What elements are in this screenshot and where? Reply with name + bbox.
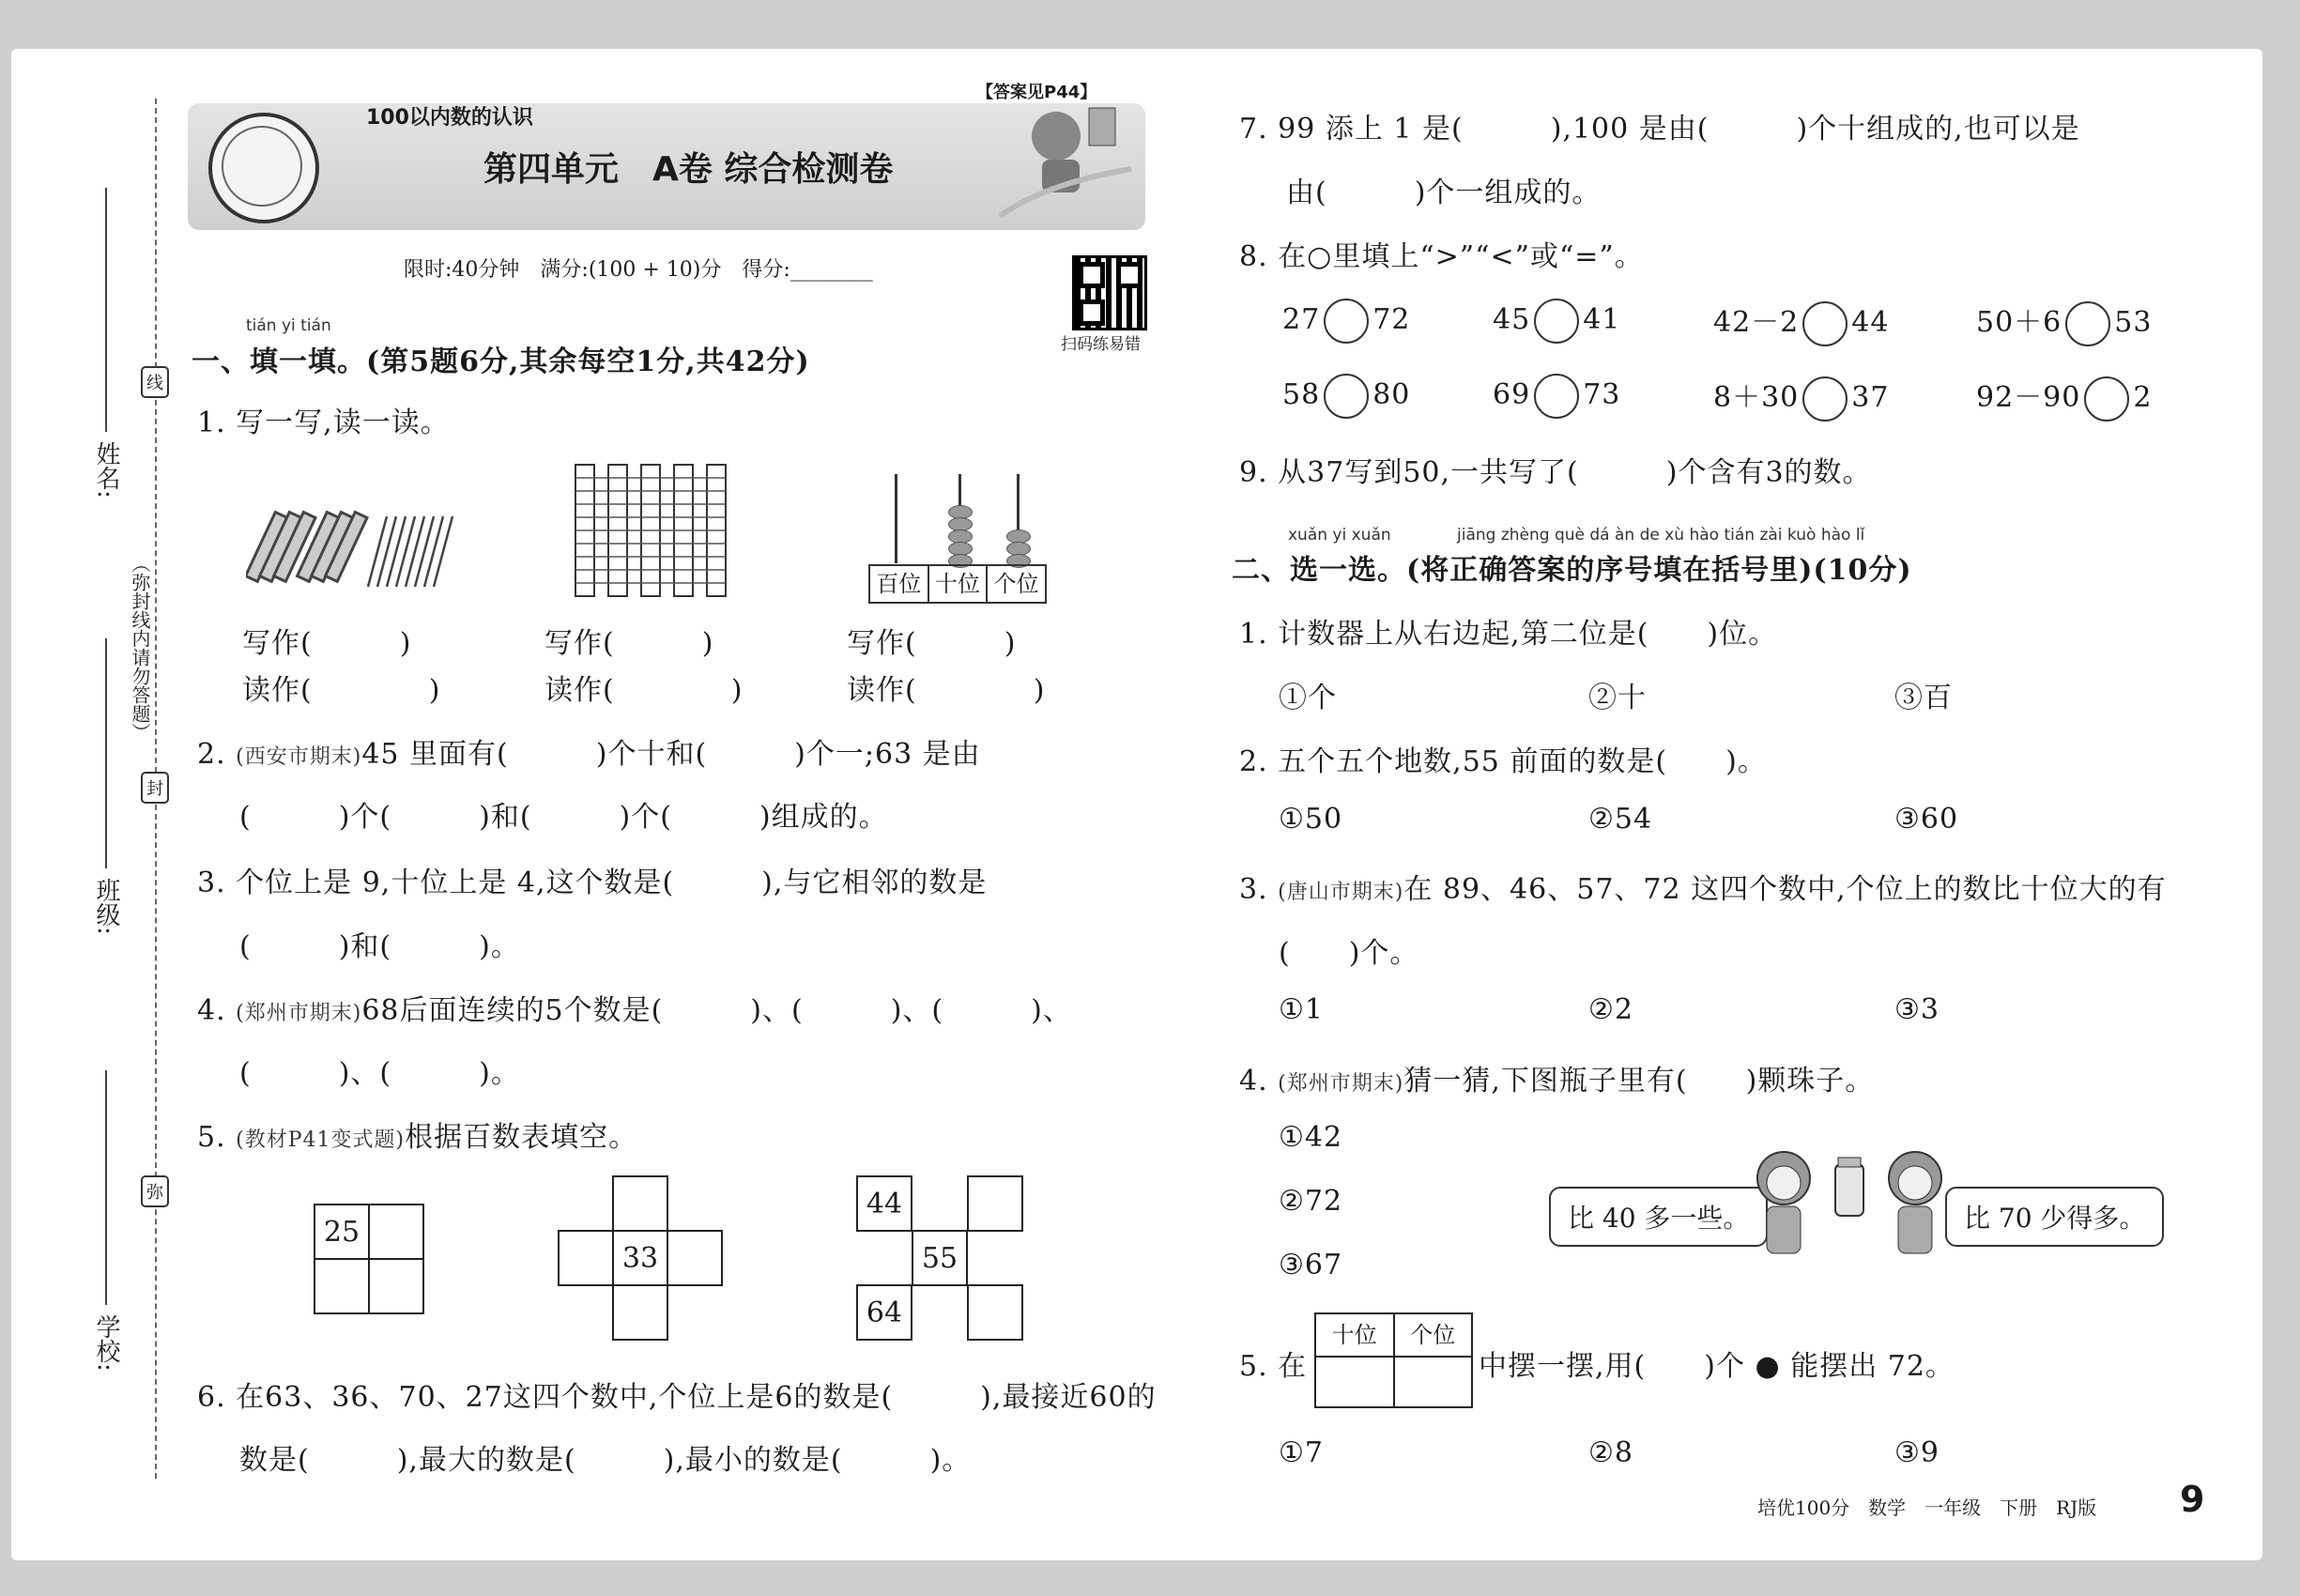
speech-bubble-left: 比 40 多一些。 bbox=[1549, 1187, 1768, 1247]
q4-source-tag: (郑州市期末) bbox=[236, 1002, 362, 1025]
speech-bubble-right: 比 70 少得多。 bbox=[1945, 1187, 2164, 1247]
exam-meta: 限时:40分钟 满分:(100 + 10)分 得分:________ bbox=[404, 258, 873, 282]
compare-circle bbox=[1534, 299, 1579, 344]
q7-line2: 由( )个一组成的。 bbox=[1286, 176, 1602, 209]
s2-q1-option[interactable]: ③百 bbox=[1894, 682, 1953, 714]
abacus-base bbox=[868, 564, 1047, 604]
write-blank-2[interactable]: 写作( ) bbox=[544, 627, 714, 660]
grid1-cell-25: 25 bbox=[314, 1204, 370, 1260]
q5-line: 5. (教材P41变式题)根据百数表填空。 bbox=[197, 1121, 638, 1154]
grid3-cell[interactable] bbox=[967, 1284, 1023, 1341]
class-underline bbox=[105, 638, 107, 868]
compare-circle bbox=[1324, 299, 1369, 344]
s2-q2-text: 2. 五个五个地数,55 前面的数是( )。 bbox=[1239, 745, 1767, 778]
q3-line1: 3. 个位上是 9,十位上是 4,这个数是( ),与它相邻的数是 bbox=[197, 867, 988, 899]
school-label: 学校: bbox=[92, 1314, 120, 1372]
write-blank-3[interactable]: 写作( ) bbox=[847, 627, 1017, 660]
grid1-cell[interactable] bbox=[368, 1258, 424, 1314]
comparison-item[interactable]: 92－90 2 bbox=[1976, 374, 2152, 422]
seal-mark: 封 bbox=[141, 772, 169, 804]
q2-text-a: 45 里面有( )个十和( )个一;63 是由 bbox=[361, 738, 981, 771]
s2-q1-text: 1. 计数器上从右边起,第二位是( )位。 bbox=[1239, 618, 1778, 651]
q2-source-tag: (西安市期末) bbox=[236, 745, 362, 769]
logo-inner-ring bbox=[222, 126, 302, 207]
s2-q1-option[interactable]: ①个 bbox=[1279, 682, 1337, 714]
qr-code[interactable] bbox=[1072, 255, 1147, 330]
q6-line1: 6. 在63、36、70、27这四个数中,个位上是6的数是( ),最接近60的 bbox=[197, 1381, 1157, 1414]
s2-q4-line: 4. (郑州市期末)猜一猜,下图瓶子里有( )颗珠子。 bbox=[1239, 1065, 1875, 1097]
grid1-cell[interactable] bbox=[314, 1258, 370, 1314]
write-blank-1[interactable]: 写作( ) bbox=[242, 627, 412, 660]
s2-q3-option[interactable]: ①1 bbox=[1279, 993, 1324, 1026]
page-number: 9 bbox=[2180, 1479, 2205, 1520]
section1-pinyin: tián yi tián bbox=[246, 316, 331, 335]
s2-q4-option[interactable]: ①42 bbox=[1279, 1121, 1343, 1154]
s2-q2-option[interactable]: ②54 bbox=[1588, 803, 1653, 836]
grid3-cell[interactable] bbox=[967, 1175, 1023, 1232]
mascot-illustration bbox=[990, 94, 1141, 225]
abacus-label-tens: 十位 bbox=[929, 566, 989, 602]
compare-circle bbox=[1534, 374, 1579, 419]
s2-q3-option[interactable]: ③3 bbox=[1894, 993, 1940, 1026]
section2-heading: 二、选一选。(将正确答案的序号填在括号里)(10分) bbox=[1232, 554, 1912, 587]
comparison-item[interactable]: 69 73 bbox=[1493, 374, 1620, 419]
school-underline bbox=[105, 1070, 107, 1305]
grid3-cell-44: 44 bbox=[856, 1175, 912, 1232]
grid2-cell[interactable] bbox=[612, 1284, 668, 1341]
name-label: 姓名: bbox=[92, 441, 120, 499]
abacus-label-ones: 个位 bbox=[993, 571, 1039, 597]
comparison-item[interactable]: 50＋6 53 bbox=[1976, 299, 2152, 346]
abacus-label-hundreds: 百位 bbox=[870, 566, 929, 602]
comparison-item[interactable]: 42－2 44 bbox=[1713, 299, 1889, 346]
s2-q5-option[interactable]: ②8 bbox=[1588, 1436, 1633, 1469]
s2-q2-option[interactable]: ①50 bbox=[1279, 803, 1343, 836]
q5-text: 根据百数表填空。 bbox=[405, 1121, 638, 1154]
grid2-cell-33: 33 bbox=[612, 1230, 668, 1286]
q6-line2: 数是( ),最大的数是( ),最小的数是( )。 bbox=[239, 1444, 972, 1477]
grid2-cell[interactable] bbox=[558, 1230, 614, 1286]
page-title: 第四单元 A卷 综合检测卷 bbox=[483, 150, 894, 189]
comparison-item[interactable]: 8＋30 37 bbox=[1713, 374, 1889, 422]
qr-caption: 扫码练易错 bbox=[1061, 335, 1141, 354]
q4-line1: 4. (郑州市期末)68后面连续的5个数是( )、( )、( )、 bbox=[197, 994, 1072, 1027]
q2-line2: ( )个( )和( )个( )组成的。 bbox=[239, 801, 888, 834]
s2-q5-option[interactable]: ①7 bbox=[1279, 1436, 1324, 1469]
q4-text-a: 68后面连续的5个数是( )、( )、( )、 bbox=[361, 994, 1072, 1027]
children-with-jar-illustration bbox=[1746, 1141, 1953, 1263]
comparison-item[interactable]: 27 72 bbox=[1282, 299, 1410, 344]
name-underline bbox=[105, 188, 107, 432]
s2-q3-option[interactable]: ②2 bbox=[1588, 993, 1633, 1026]
grid1-cell[interactable] bbox=[368, 1204, 424, 1260]
grid2-cell[interactable] bbox=[612, 1175, 668, 1232]
no-answer-notice: （弥封线内请勿答题） bbox=[129, 554, 151, 742]
s2-q4-source-tag: (郑州市期末) bbox=[1278, 1072, 1404, 1096]
compare-circle bbox=[1802, 376, 1848, 422]
s2-q3-source-tag: (唐山市期末) bbox=[1278, 881, 1404, 904]
comparison-item[interactable]: 58 80 bbox=[1282, 374, 1410, 419]
answer-reference: 【答案见P44】 bbox=[976, 83, 1097, 102]
q1-text: 1. 写一写,读一读。 bbox=[197, 407, 450, 439]
q7-line1: 7. 99 添上 1 是( ),100 是由( )个十组成的,也可以是 bbox=[1239, 113, 2080, 146]
place-value-table[interactable] bbox=[1314, 1312, 1473, 1408]
comparison-item[interactable]: 45 41 bbox=[1493, 299, 1620, 344]
read-blank-1[interactable]: 读作( ) bbox=[242, 674, 441, 707]
place-value-header-tens: 十位 bbox=[1316, 1314, 1395, 1356]
s2-q5-option[interactable]: ③9 bbox=[1894, 1436, 1940, 1469]
s2-q2-option[interactable]: ③60 bbox=[1894, 803, 1959, 836]
grid2-cell[interactable] bbox=[667, 1230, 723, 1286]
q4-line2: ( )、( )。 bbox=[239, 1057, 520, 1090]
section2-pinyin-a: xuǎn yi xuǎn bbox=[1288, 526, 1391, 545]
grid3-cell-64: 64 bbox=[856, 1284, 912, 1341]
footer-text: 培优100分 数学 一年级 下册 RJ版 bbox=[1757, 1496, 2097, 1519]
s2-q4-option[interactable]: ②72 bbox=[1279, 1185, 1343, 1218]
s2-q3-line2: ( )个。 bbox=[1279, 937, 1419, 970]
q5-source-tag: (教材P41变式题) bbox=[236, 1128, 406, 1152]
publisher-logo bbox=[208, 113, 319, 223]
q9-text: 9. 从37写到50,一共写了( )个含有3的数。 bbox=[1239, 456, 1872, 489]
read-blank-2[interactable]: 读作( ) bbox=[544, 674, 744, 707]
compare-circle bbox=[1324, 374, 1369, 419]
compare-circle bbox=[1802, 301, 1848, 346]
compare-circle bbox=[2065, 301, 2110, 346]
grid3-cell-55: 55 bbox=[912, 1230, 968, 1286]
line-mark: 线 bbox=[141, 366, 169, 398]
class-label: 班级: bbox=[92, 878, 120, 935]
section1-heading: 一、填一填。(第5题6分,其余每空1分,共42分) bbox=[192, 345, 810, 378]
abacus bbox=[868, 474, 1047, 601]
q2-line1: 2. (西安市期末)45 里面有( )个十和( )个一;63 是由 bbox=[197, 738, 981, 771]
place-value-header-ones: 个位 bbox=[1410, 1322, 1456, 1348]
section2-pinyin-b: jiāng zhèng què dá àn de xù hào tián zài kuò hào lǐ bbox=[1457, 526, 1865, 545]
s2-q1-option[interactable]: ②十 bbox=[1588, 682, 1647, 714]
stick-bundles-illustration bbox=[246, 502, 462, 596]
read-blank-3[interactable]: 读作( ) bbox=[847, 674, 1046, 707]
q8-text: 8. 在○里填上“>”“<”或“=”。 bbox=[1239, 240, 1644, 273]
unit-subtitle: 100以内数的认识 bbox=[366, 106, 533, 130]
q3-line2: ( )和( )。 bbox=[239, 930, 520, 963]
s2-q5-prefix: 5. 在 bbox=[1239, 1350, 1308, 1383]
s2-q3-line1: 3. (唐山市期末)在 89、46、57、72 这四个数中,个位上的数比十位大的有 bbox=[1239, 873, 2167, 906]
compare-circle bbox=[2084, 376, 2129, 422]
s2-q5-text: 中摆一摆,用( )个 ● 能摆出 72。 bbox=[1479, 1350, 1955, 1383]
close-mark: 弥 bbox=[141, 1175, 169, 1207]
tens-rods-illustration bbox=[571, 460, 735, 601]
s2-q4-option[interactable]: ③67 bbox=[1279, 1249, 1343, 1281]
